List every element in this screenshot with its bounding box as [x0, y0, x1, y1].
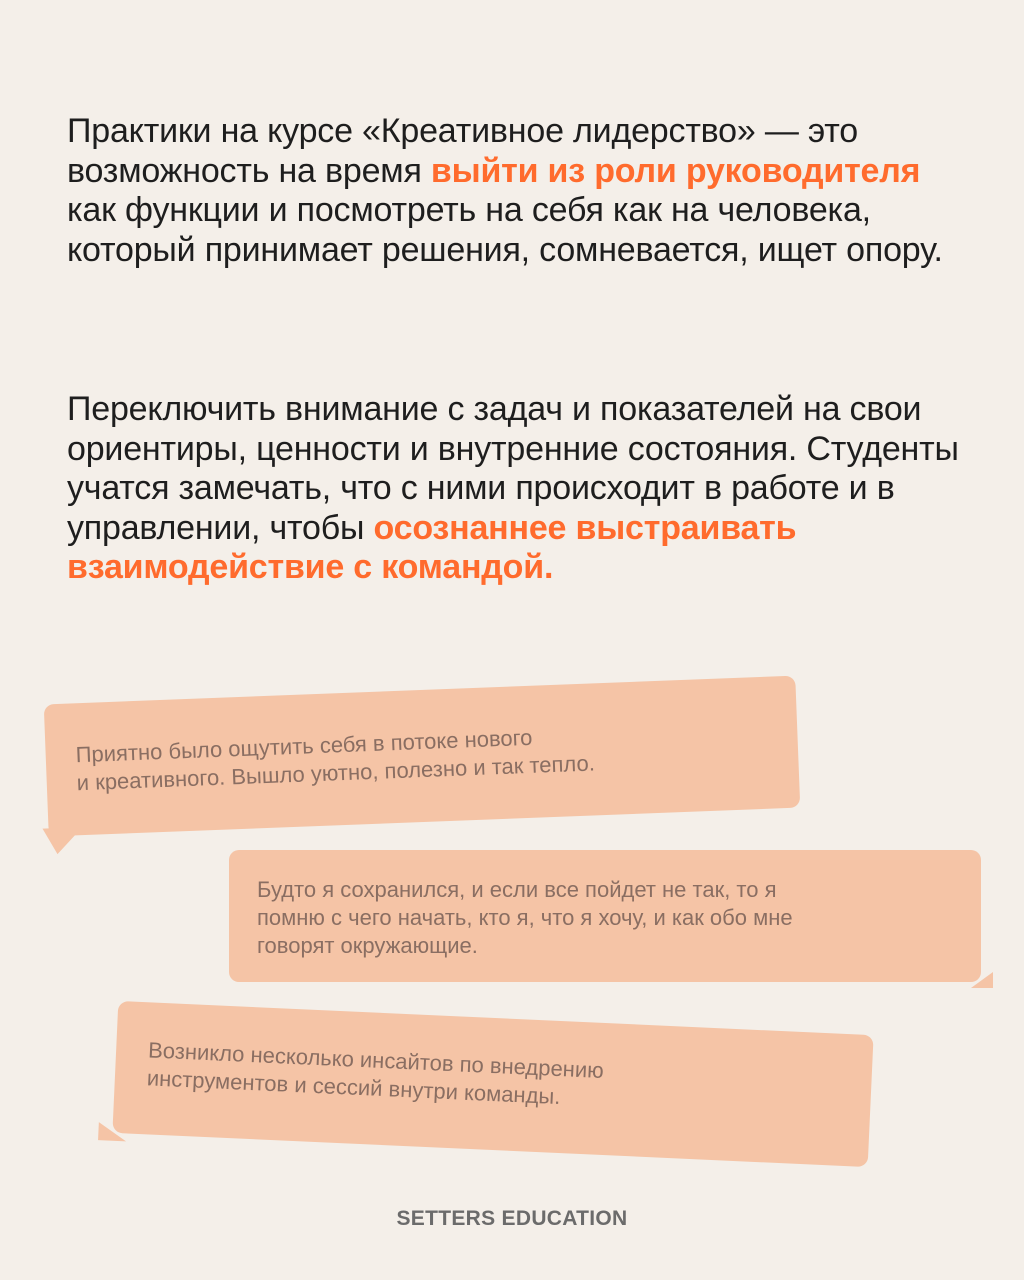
intro-text-part2: как функции и посмотреть на себя как на человека, который принимает решения, сомневается, ищет опору.: [67, 191, 943, 269]
brand-footer: SETTERS EDUCATION: [396, 1207, 628, 1230]
bubble-tail: [43, 827, 84, 855]
bubble-tail: [971, 972, 993, 988]
intro-highlight: выйти из роли руководителя: [430, 151, 921, 190]
intro-paragraph: [67, 112, 967, 270]
quote-bubble-1: [44, 676, 801, 837]
focus-paragraph: [67, 390, 967, 588]
quote-bubble-3: [112, 1001, 873, 1167]
quote-text-1: Приятно было ощутить себя в потоке нового и креативного. Вышло уютно, полезно и так тепло.: [75, 724, 596, 796]
focus-highlight: осознаннее выстраивать взаимодействие с командой.: [67, 508, 797, 586]
quote-bubble-2: [229, 850, 981, 982]
intro-text-part1: Практики на курсе «Креативное лидерство» — это возможность на время: [67, 112, 858, 190]
quote-text-3: Возникло несколько инсайтов по внедрению инструментов и сессий внутри команды.: [146, 1037, 605, 1110]
bubble-tail: [98, 1122, 127, 1141]
quote-text-2: Будто я сохранился, и если все пойдет не так, то я помню с чего начать, кто я, что я хочу, и как обо мне говорят окружающие.: [257, 877, 793, 958]
focus-text-part1: Переключить внимание с задач и показателей на свои ориентиры, ценности и внутренние состояния. Студенты учатся замечать, что с ними происходит в работе и в управлении, чтобы: [67, 390, 959, 547]
